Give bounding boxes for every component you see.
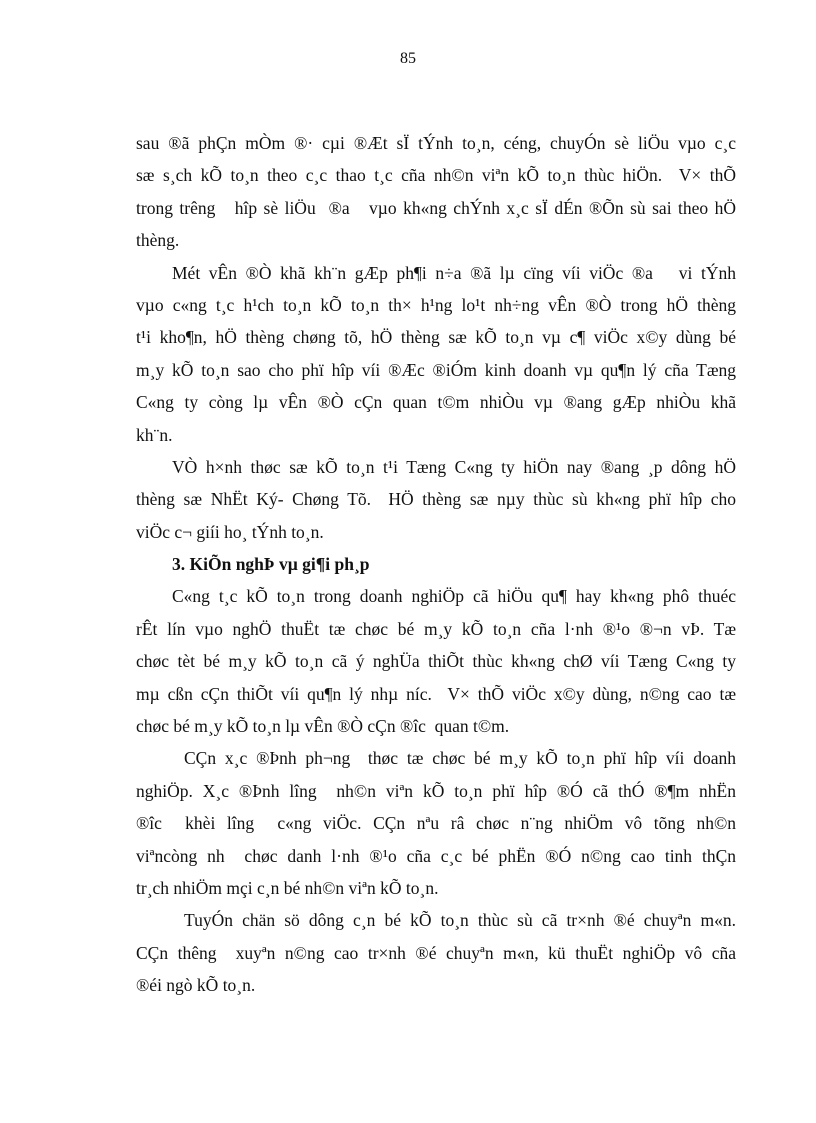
text-line: VÒ h×nh thøc sæ kÕ to¸n t¹i Tæng C«ng ty hiÖn nay ®ang ¸p dông hÖ bbox=[172, 456, 736, 477]
text-line: viªncòng nh chøc danh l·nh ®¹o cña c¸c bé phËn ®Ó n©ng cao tinh thÇn bbox=[136, 845, 736, 866]
text-line: Mét vÊn ®Ò khã kh¨n gÆp ph¶i n÷a ®ã lµ cïng víi viÖc ®a vi tÝnh bbox=[172, 262, 736, 283]
text-line: kh¨n. bbox=[136, 424, 173, 445]
text-line: vµo c«ng t¸c h¹ch to¸n kÕ to¸n th× h¹ng lo¹t nh÷ng vÊn ®Ò trong hÖ thèng bbox=[136, 294, 736, 315]
text-line: t¹i kho¶n, hÖ thèng chøng tõ, hÖ thèng sæ kÕ to¸n vµ c¶ viÖc x©y dùng bé bbox=[136, 327, 736, 348]
text-line: rÊt lín vµo nghÖ thuËt tæ chøc bé m¸y kÕ to¸n cña l·nh ®¹o ®¬n vÞ. Tæ bbox=[136, 618, 736, 639]
page-number: 85 bbox=[400, 50, 416, 67]
text-line: ®éi ngò kÕ to¸n. bbox=[136, 975, 256, 996]
text-line: thèng sæ NhËt Ký- Chøng Tõ. HÖ thèng sæ nµy thùc sù kh«ng phï hîp cho bbox=[136, 489, 736, 510]
text-line: viÖc c¬ giíi ho¸ tÝnh to¸n. bbox=[136, 521, 324, 542]
text-line: chøc bé m¸y kÕ to¸n lµ vÊn ®Ò cÇn ®îc quan t©m. bbox=[136, 716, 510, 737]
text-line: sæ s¸ch kÕ to¸n theo c¸c thao t¸c cña nh©n viªn kÕ to¸n thùc hiÖn. V× thÕ bbox=[136, 165, 736, 186]
document-body bbox=[136, 132, 736, 1007]
text-line: TuyÓn chän sö dông c¸n bé kÕ to¸n thùc sù cã tr×nh ®é chuyªn m«n. bbox=[184, 910, 736, 931]
text-line: thèng. bbox=[136, 230, 180, 251]
text-line: ®îc khèi lîng c«ng viÖc. CÇn nªu râ chøc n¨ng nhiÖm vô tõng nh©n bbox=[136, 813, 736, 834]
text-line: CÇn x¸c ®Þnh ph¬ng thøc tæ chøc bé m¸y kÕ to¸n phï hîp víi doanh bbox=[184, 748, 736, 769]
text-line: m¸y kÕ to¸n sao cho phï hîp víi ®Æc ®iÓm kinh doanh vµ qu¶n lý cña Tæng bbox=[136, 359, 736, 380]
text-line: chøc tèt bé m¸y kÕ to¸n cã ý nghÜa thiÕt thùc kh«ng chØ víi Tæng C«ng ty bbox=[136, 651, 736, 672]
text-line: C«ng t¸c kÕ to¸n trong doanh nghiÖp cã hiÖu qu¶ hay kh«ng phô thuéc bbox=[172, 586, 736, 607]
text-line: sau ®ã phÇn mÒm ®· cµi ®Æt sÏ tÝnh to¸n, céng, chuyÓn sè liÖu vµo c¸c bbox=[136, 133, 736, 153]
text-line: CÇn thêng xuyªn n©ng cao tr×nh ®é chuyªn m«n, kü thuËt nghiÖp vô cña bbox=[136, 942, 736, 963]
text-line: tr¸ch nhiÖm mçi c¸n bé nh©n viªn kÕ to¸n. bbox=[136, 877, 439, 898]
text-line: mµ cßn cÇn thiÕt víi qu¶n lý nhµ níc. V× thÕ viÖc x©y dùng, n©ng cao tæ bbox=[136, 683, 736, 704]
text-line: C«ng ty còng lµ vÊn ®Ò cÇn quan t©m nhiÒu vµ ®ang gÆp nhiÒu khã bbox=[136, 392, 736, 413]
section-heading: 3. KiÕn nghÞ vµ gi¶i ph¸p bbox=[172, 554, 370, 575]
text-line: nghiÖp. X¸c ®Þnh lîng nh©n viªn kÕ to¸n phï hîp ®Ó cã thÓ ®¶m nhËn bbox=[136, 780, 736, 801]
text-line: trong trêng hîp sè liÖu ®a vµo kh«ng chÝnh x¸c sÏ dÉn ®Õn sù sai theo hÖ bbox=[136, 197, 736, 218]
